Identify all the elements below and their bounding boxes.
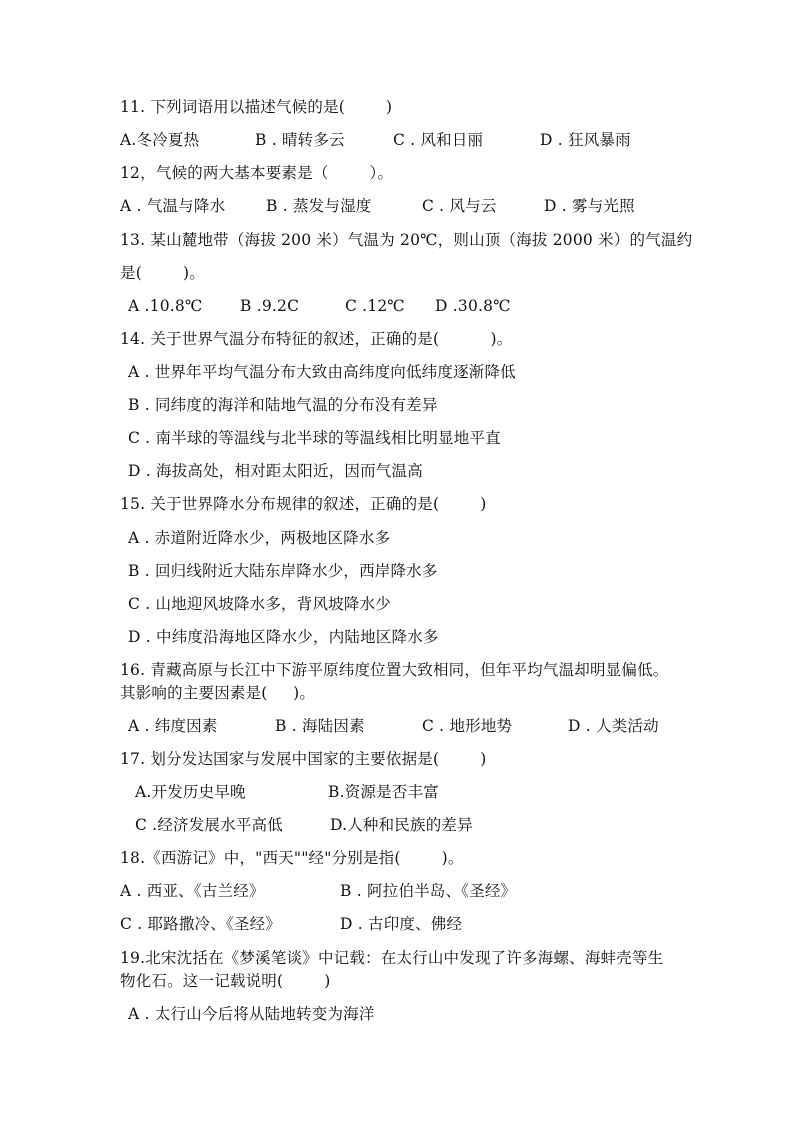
- option-c: C . 山地迎风坡降水多，背风坡降水少: [128, 595, 391, 613]
- option-b: B . 蒸发与湿度: [266, 197, 372, 215]
- option-a: A.冬冷夏热: [120, 131, 200, 149]
- question-stem-line: 12，气候的两大基本要素是（ ）。: [120, 164, 394, 182]
- question-stem-line: 18.《西游记》中，"西天""经"分别是指( )。: [120, 849, 464, 867]
- option-b: B . 同纬度的海洋和陆地气温的分布没有差异: [128, 396, 438, 414]
- option-a: A . 纬度因素: [128, 717, 218, 735]
- question-stem-line: 16. 青藏高原与长江中下游平原纬度位置大致相同，但年平均气温却明显偏低。: [120, 661, 669, 679]
- question-stem-line: 17. 划分发达国家与发展中国家的主要依据是( ): [120, 750, 487, 768]
- option-d: D . 狂风暴雨: [540, 131, 631, 149]
- option-d: D . 雾与光照: [544, 197, 635, 215]
- option-c: C .12℃: [345, 297, 405, 315]
- option-a: A . 太行山今后将从陆地转变为海洋: [128, 1005, 375, 1023]
- option-c: C .经济发展水平高低: [135, 816, 283, 834]
- question-stem-line: 其影响的主要因素是( )。: [120, 684, 316, 702]
- option-a: A .10.8℃: [128, 297, 203, 315]
- option-b: B.资源是否丰富: [328, 783, 439, 801]
- option-a: A . 世界年平均气温分布大致由高纬度向低纬度逐渐降低: [128, 363, 516, 381]
- option-a: A . 气温与降水: [120, 197, 226, 215]
- option-c: C . 地形地势: [422, 717, 513, 735]
- option-c: C . 风与云: [422, 197, 497, 215]
- option-d: D . 古印度、佛经: [340, 915, 463, 933]
- option-d: D.人种和民族的差异: [330, 816, 473, 834]
- option-a: A.开发历史早晚: [135, 783, 246, 801]
- question-stem-line: 11. 下列词语用以描述气候的是( ): [120, 98, 393, 116]
- question-stem-line: 19.北宋沈括在《梦溪笔谈》中记载：在太行山中发现了许多海螺、海蚌壳等生: [120, 949, 664, 967]
- option-b: B .9.2C: [240, 297, 300, 315]
- option-c: C . 南半球的等温线与北半球的等温线相比明显地平直: [128, 429, 501, 447]
- question-stem-line: 14. 关于世界气温分布特征的叙述，正确的是( )。: [120, 330, 513, 348]
- question-19-option-a: [0, 1004, 794, 1064]
- question-stem-line: 15. 关于世界降水分布规律的叙述，正确的是( ): [120, 495, 487, 513]
- option-d: D . 人类活动: [568, 717, 659, 735]
- option-a: A . 西亚、《古兰经》: [120, 882, 265, 900]
- option-c: C . 风和日丽: [393, 131, 484, 149]
- option-c: C . 耶路撒冷、《圣经》: [120, 915, 281, 933]
- option-b: B . 晴转多云: [255, 131, 345, 149]
- option-d: D . 中纬度沿海地区降水少，内陆地区降水多: [128, 628, 439, 646]
- option-d: D .30.8℃: [435, 297, 511, 315]
- question-stem-line: 13. 某山麓地带（海拔 200 米）气温为 20℃，则山顶（海拔 2000 米）的气温约: [120, 231, 693, 249]
- option-b: B . 阿拉伯半岛、《圣经》: [340, 882, 517, 900]
- question-stem-line: 是( )。: [120, 264, 205, 282]
- option-b: B . 回归线附近大陆东岸降水少，西岸降水多: [128, 562, 438, 580]
- option-a: A . 赤道附近降水少，两极地区降水多: [128, 529, 391, 547]
- question-stem-line: 物化石。这一记载说明( ): [120, 972, 331, 990]
- option-b: B . 海陆因素: [275, 717, 365, 735]
- option-d: D . 海拔高处，相对距太阳近，因而气温高: [128, 462, 423, 480]
